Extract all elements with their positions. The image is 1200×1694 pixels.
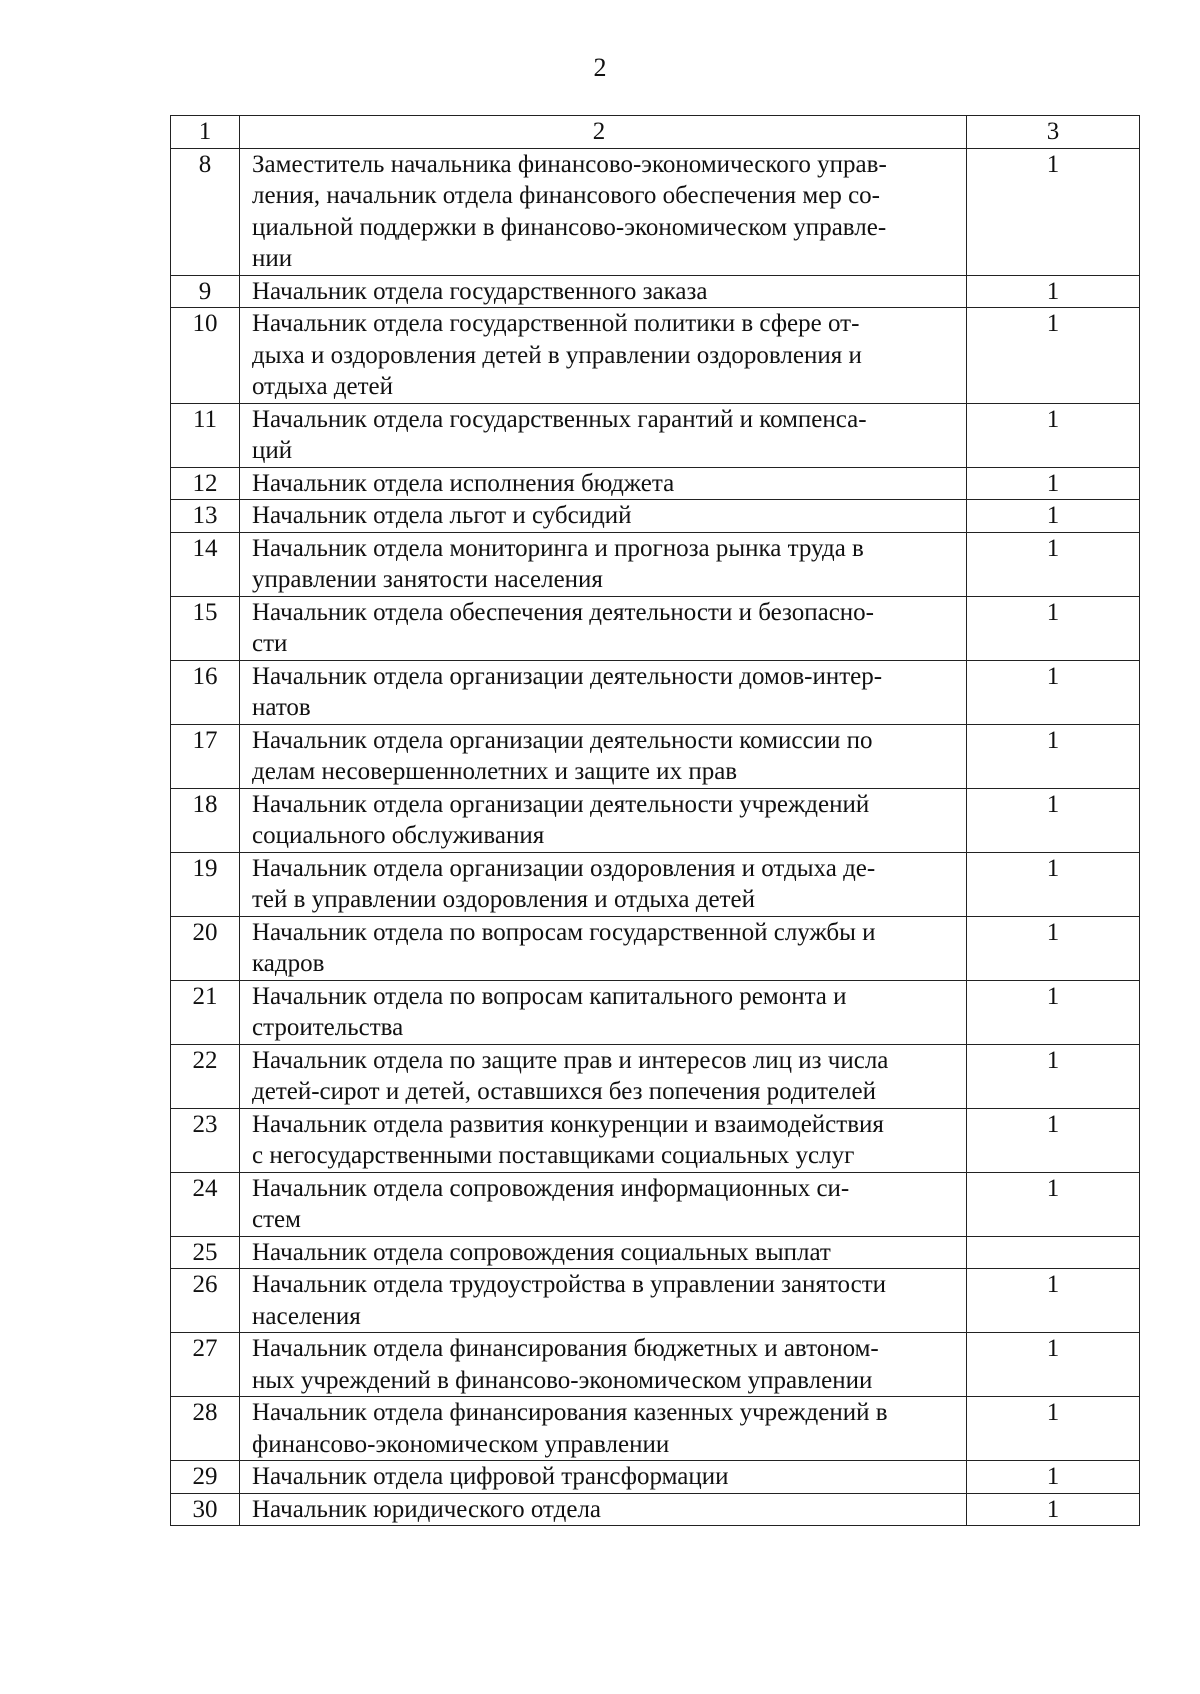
position-title-cell: Начальник отдела по вопросам государственной службы и кадров <box>240 916 967 980</box>
row-number-cell: 28 <box>171 1397 240 1461</box>
row-number-cell: 15 <box>171 596 240 660</box>
table-row <box>171 1461 1140 1494</box>
row-number-cell: 25 <box>171 1236 240 1269</box>
count-cell: 1 <box>967 1493 1140 1526</box>
count-cell <box>967 1236 1140 1269</box>
row-number-cell: 26 <box>171 1269 240 1333</box>
table-row <box>171 148 1140 275</box>
table-row <box>171 852 1140 916</box>
position-title-cell: Начальник отдела по вопросам капитального ремонта и строительства <box>240 980 967 1044</box>
count-cell: 1 <box>967 500 1140 533</box>
table-row <box>171 1236 1140 1269</box>
row-number-cell: 30 <box>171 1493 240 1526</box>
position-title-cell: Начальник отдела развития конкуренции и взаимодействия с негосударственными поставщиками социальных услуг <box>240 1108 967 1172</box>
row-number-cell: 16 <box>171 660 240 724</box>
positions-table <box>170 115 1140 1526</box>
table-row <box>171 467 1140 500</box>
count-cell: 1 <box>967 403 1140 467</box>
count-cell: 1 <box>967 1269 1140 1333</box>
table-row <box>171 980 1140 1044</box>
position-title-cell: Начальник юридического отдела <box>240 1493 967 1526</box>
count-cell: 1 <box>967 1461 1140 1494</box>
row-number-cell: 11 <box>171 403 240 467</box>
header-cell-2: 2 <box>240 116 967 149</box>
position-title-cell: Начальник отдела цифровой трансформации <box>240 1461 967 1494</box>
page-number: 2 <box>593 53 607 82</box>
position-title-cell: Начальник отдела организации деятельности комиссии по делам несовершеннолетних и защите их прав <box>240 724 967 788</box>
position-title-cell: Начальник отдела организации деятельности учреждений социального обслуживания <box>240 788 967 852</box>
row-number-cell: 19 <box>171 852 240 916</box>
count-cell: 1 <box>967 1172 1140 1236</box>
count-cell: 1 <box>967 724 1140 788</box>
table-row <box>171 788 1140 852</box>
row-number-cell: 13 <box>171 500 240 533</box>
table-row <box>171 916 1140 980</box>
table-header-row <box>171 116 1140 149</box>
table-row <box>171 1108 1140 1172</box>
table-row <box>171 403 1140 467</box>
row-number-cell: 9 <box>171 275 240 308</box>
position-title-cell: Начальник отдела финансирования бюджетных и автоном- ных учреждений в финансово-экономическом управлении <box>240 1333 967 1397</box>
position-title-cell: Начальник отдела сопровождения социальных выплат <box>240 1236 967 1269</box>
count-cell: 1 <box>967 980 1140 1044</box>
row-number-cell: 20 <box>171 916 240 980</box>
table-row <box>171 1172 1140 1236</box>
row-number-cell: 10 <box>171 308 240 404</box>
count-cell: 1 <box>967 660 1140 724</box>
table-row <box>171 1044 1140 1108</box>
count-cell: 1 <box>967 1044 1140 1108</box>
row-number-cell: 18 <box>171 788 240 852</box>
table-body <box>171 116 1140 1526</box>
table-row <box>171 1397 1140 1461</box>
table-row <box>171 596 1140 660</box>
count-cell: 1 <box>967 916 1140 980</box>
header-cell-1: 1 <box>171 116 240 149</box>
count-cell: 1 <box>967 467 1140 500</box>
row-number-cell: 21 <box>171 980 240 1044</box>
table-row <box>171 275 1140 308</box>
row-number-cell: 17 <box>171 724 240 788</box>
position-title-cell: Начальник отдела сопровождения информационных си- стем <box>240 1172 967 1236</box>
table-row <box>171 660 1140 724</box>
count-cell: 1 <box>967 788 1140 852</box>
position-title-cell: Начальник отдела организации деятельности домов-интер- натов <box>240 660 967 724</box>
row-number-cell: 29 <box>171 1461 240 1494</box>
row-number-cell: 14 <box>171 532 240 596</box>
position-title-cell: Начальник отдела льгот и субсидий <box>240 500 967 533</box>
position-title-cell: Начальник отдела государственной политики в сфере от- дыха и оздоровления детей в управлении оздоровления и отдыха детей <box>240 308 967 404</box>
table-row <box>171 308 1140 404</box>
row-number-cell: 12 <box>171 467 240 500</box>
position-title-cell: Начальник отдела по защите прав и интересов лиц из числа детей-сирот и детей, оставшихся без попечения родителей <box>240 1044 967 1108</box>
count-cell: 1 <box>967 1108 1140 1172</box>
table-row <box>171 500 1140 533</box>
position-title-cell: Начальник отдела мониторинга и прогноза рынка труда в управлении занятости населения <box>240 532 967 596</box>
row-number-cell: 22 <box>171 1044 240 1108</box>
table-row <box>171 1333 1140 1397</box>
position-title-cell: Начальник отдела государственного заказа <box>240 275 967 308</box>
row-number-cell: 8 <box>171 148 240 275</box>
table-row <box>171 1493 1140 1526</box>
count-cell: 1 <box>967 1397 1140 1461</box>
count-cell: 1 <box>967 852 1140 916</box>
position-title-cell: Заместитель начальника финансово-экономического управ- ления, начальник отдела финансового обеспечения мер со- циальной поддержки в финансово-экономическом управле- нии <box>240 148 967 275</box>
table-row <box>171 532 1140 596</box>
count-cell: 1 <box>967 148 1140 275</box>
count-cell: 1 <box>967 532 1140 596</box>
header-cell-3: 3 <box>967 116 1140 149</box>
row-number-cell: 23 <box>171 1108 240 1172</box>
position-title-cell: Начальник отдела финансирования казенных учреждений в финансово-экономическом управлении <box>240 1397 967 1461</box>
position-title-cell: Начальник отдела трудоустройства в управлении занятости населения <box>240 1269 967 1333</box>
row-number-cell: 24 <box>171 1172 240 1236</box>
table-row <box>171 1269 1140 1333</box>
row-number-cell: 27 <box>171 1333 240 1397</box>
position-title-cell: Начальник отдела государственных гарантий и компенса- ций <box>240 403 967 467</box>
position-title-cell: Начальник отдела обеспечения деятельности и безопасно- сти <box>240 596 967 660</box>
position-title-cell: Начальник отдела исполнения бюджета <box>240 467 967 500</box>
count-cell: 1 <box>967 275 1140 308</box>
table-row <box>171 724 1140 788</box>
count-cell: 1 <box>967 1333 1140 1397</box>
count-cell: 1 <box>967 596 1140 660</box>
count-cell: 1 <box>967 308 1140 404</box>
position-title-cell: Начальник отдела организации оздоровления и отдыха де- тей в управлении оздоровления и отдыха детей <box>240 852 967 916</box>
